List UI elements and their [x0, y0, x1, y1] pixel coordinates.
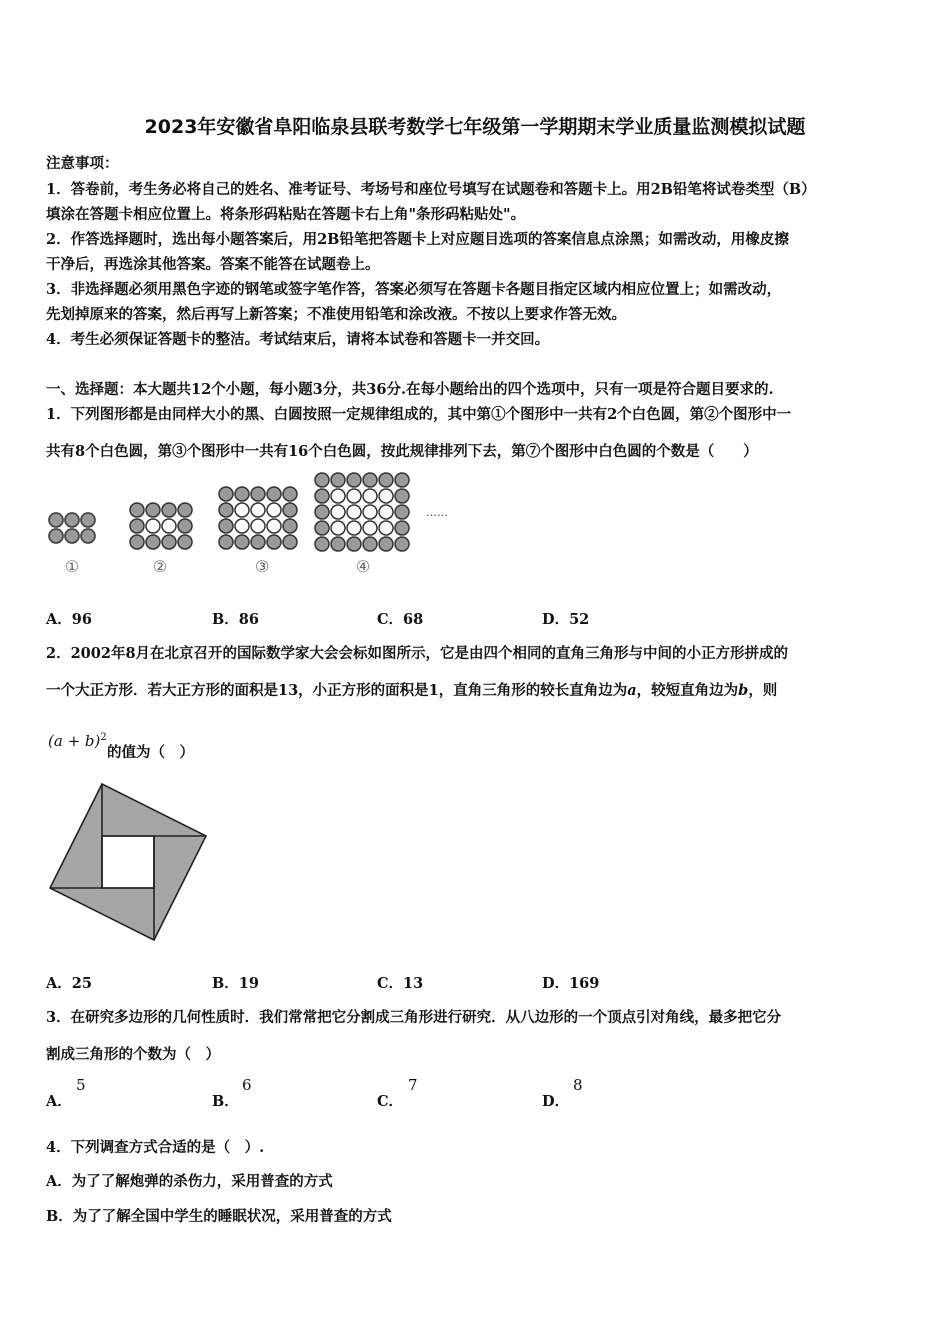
white-circle: [347, 505, 361, 519]
black-circle: [283, 535, 297, 549]
notice-heading: 注意事项：: [46, 155, 119, 172]
pinwheel-square-figure: [46, 782, 210, 946]
q1-option-d[interactable]: D．52: [542, 611, 590, 628]
figure-label-3: ③: [254, 557, 270, 576]
black-circle: [130, 503, 144, 517]
formula-base: (a + b): [48, 732, 101, 750]
white-circle: [363, 521, 377, 535]
q3-option-d-value: 8: [573, 1076, 583, 1094]
black-circle: [395, 537, 409, 551]
notice-line: 4．考生必须保证答题卡的整洁。考试结束后，请将本试卷和答题卡一并交回。: [46, 331, 550, 348]
q1-option-a[interactable]: A．96: [46, 611, 92, 628]
black-circle: [162, 503, 176, 517]
black-circle: [395, 505, 409, 519]
black-circle: [146, 535, 160, 549]
exam-title: 2023年安徽省阜阳临泉县联考数学七年级第一学期期末学业质量监测模拟试题: [144, 116, 806, 138]
black-circle: [130, 519, 144, 533]
q2-option-a[interactable]: A．25: [46, 975, 92, 992]
q2-stem-line1: 2．2002年8月在北京召开的国际数学家大会会标如图所示，它是由四个相同的直角三角形与中间的小正方形拼成的: [46, 645, 789, 662]
white-circle: [363, 489, 377, 503]
q4-option-b[interactable]: B．为了了解全国中学生的睡眠状况，采用普查的方式: [46, 1208, 392, 1225]
black-circle: [219, 487, 233, 501]
white-circle: [267, 503, 281, 517]
black-circle: [379, 473, 393, 487]
black-circle: [315, 473, 329, 487]
white-circle: [251, 519, 265, 533]
black-circle: [178, 503, 192, 517]
q3-option-b[interactable]: B．: [212, 1093, 239, 1110]
black-circle: [251, 535, 265, 549]
white-circle: [162, 519, 176, 533]
q3-option-c-value: 7: [408, 1076, 418, 1094]
formula-exponent: 2: [100, 732, 107, 743]
var-b: b: [738, 682, 749, 699]
black-circle: [178, 535, 192, 549]
q3-option-b-value: 6: [242, 1076, 252, 1094]
white-circle: [146, 519, 160, 533]
q2-text: 一个大正方形．若大正方形的面积是13，小正方形的面积是1，直角三角形的较长直角边为: [46, 682, 628, 699]
notice-line: 1．答卷前，考生务必将自己的姓名、准考证号、考场号和座位号填写在试题卷和答题卡上。用2B铅笔将试卷类型（B）: [46, 181, 816, 198]
white-circle: [331, 521, 345, 535]
black-circle: [49, 513, 63, 527]
black-circle: [315, 489, 329, 503]
black-circle: [251, 487, 265, 501]
black-circle: [81, 529, 95, 543]
black-circle: [347, 537, 361, 551]
figure-label-2: ②: [152, 557, 168, 576]
notice-line: 2．作答选择题时，选出每小题答案后，用2B铅笔把答题卡上对应题目选项的答案信息点涂黑；如需改动，用橡皮擦: [46, 231, 789, 248]
q4-stem: 4．下列调查方式合适的是（ ）.: [46, 1139, 265, 1156]
black-circle: [65, 529, 79, 543]
notice-line: 3．非选择题必须用黑色字迹的钢笔或签字笔作答，答案必须写在答题卡各题目指定区域内相应位置上；如需改动，: [46, 281, 782, 298]
white-circle: [347, 489, 361, 503]
figure-label-1: ①: [64, 557, 80, 576]
q3-option-a-value: 5: [76, 1076, 86, 1094]
black-circle: [395, 521, 409, 535]
black-circle: [315, 521, 329, 535]
q1-circle-pattern-figure: [40, 466, 480, 584]
q3-stem-line2: 割成三角形的个数为（ ）: [46, 1046, 220, 1063]
black-circle: [395, 489, 409, 503]
black-circle: [379, 537, 393, 551]
black-circle: [235, 535, 249, 549]
white-circle: [379, 489, 393, 503]
black-circle: [283, 519, 297, 533]
notice-line: 填涂在答题卡相应位置上。将条形码粘贴在答题卡右上角"条形码粘贴处"。: [46, 206, 526, 223]
black-circle: [130, 535, 144, 549]
q1-option-b[interactable]: B．86: [212, 611, 259, 628]
black-circle: [331, 473, 345, 487]
black-circle: [315, 537, 329, 551]
white-circle: [347, 521, 361, 535]
black-circle: [347, 473, 361, 487]
white-circle: [379, 521, 393, 535]
q3-option-a[interactable]: A．: [46, 1093, 72, 1110]
q3-stem-line1: 3．在研究多边形的几何性质时．我们常常把它分割成三角形进行研究．从八边形的一个顶点引对角线，最多把它分: [46, 1009, 782, 1026]
black-circle: [219, 503, 233, 517]
white-circle: [267, 519, 281, 533]
q2-stem-line3: 的值为（ ）: [107, 744, 194, 761]
q2-formula: [48, 732, 107, 750]
black-circle: [331, 537, 345, 551]
black-circle: [219, 535, 233, 549]
var-a: a: [627, 682, 637, 699]
q2-text: ，则: [748, 682, 778, 699]
black-circle: [178, 519, 192, 533]
black-circle: [283, 487, 297, 501]
black-circle: [395, 473, 409, 487]
q2-text: ，较短直角边为: [636, 682, 739, 699]
q3-option-d[interactable]: D．: [542, 1093, 570, 1110]
black-circle: [49, 529, 63, 543]
q1-stem-line2: 共有8个白色圆，第③个图形中一共有16个白色圆，按此规律排列下去，第⑦个图形中白色圆的个数是（ ）: [46, 443, 758, 460]
black-circle: [283, 503, 297, 517]
q4-option-a[interactable]: A．为了了解炮弹的杀伤力，采用普查的方式: [46, 1173, 333, 1190]
figure-label-4: ④: [355, 557, 371, 576]
white-circle: [331, 505, 345, 519]
black-circle: [363, 537, 377, 551]
white-circle: [363, 505, 377, 519]
white-circle: [235, 519, 249, 533]
white-circle: [379, 505, 393, 519]
black-circle: [219, 519, 233, 533]
q2-option-d[interactable]: D．169: [542, 975, 600, 992]
q1-stem-line1: 1．下列图形都是由同样大小的黑、白圆按照一定规律组成的，其中第①个图形中一共有2个白色圆，第②个图形中一: [46, 406, 792, 423]
black-circle: [162, 535, 176, 549]
black-circle: [146, 503, 160, 517]
black-circle: [315, 505, 329, 519]
black-circle: [267, 487, 281, 501]
q2-option-c[interactable]: C．13: [377, 975, 424, 992]
q3-option-c[interactable]: C．: [377, 1093, 404, 1110]
black-circle: [267, 535, 281, 549]
black-circle: [363, 473, 377, 487]
white-circle: [251, 503, 265, 517]
section-heading: 一、选择题：本大题共12个小题，每小题3分，共36分.在每小题给出的四个选项中，只有一项是符合题目要求的.: [46, 381, 774, 398]
black-circle: [81, 513, 95, 527]
q2-stem-line2: [46, 679, 777, 700]
q2-option-b[interactable]: B．19: [212, 975, 259, 992]
black-circle: [65, 513, 79, 527]
white-circle: [235, 503, 249, 517]
notice-line: 干净后，再选涂其他答案。答案不能答在试题卷上。: [46, 256, 380, 273]
white-circle: [331, 489, 345, 503]
black-circle: [235, 487, 249, 501]
figure-ellipsis: ……: [426, 506, 448, 519]
q1-option-c[interactable]: C．68: [377, 611, 424, 628]
notice-line: 先划掉原来的答案，然后再写上新答案；不准使用铅笔和涂改液。不按以上要求作答无效。: [46, 306, 626, 323]
